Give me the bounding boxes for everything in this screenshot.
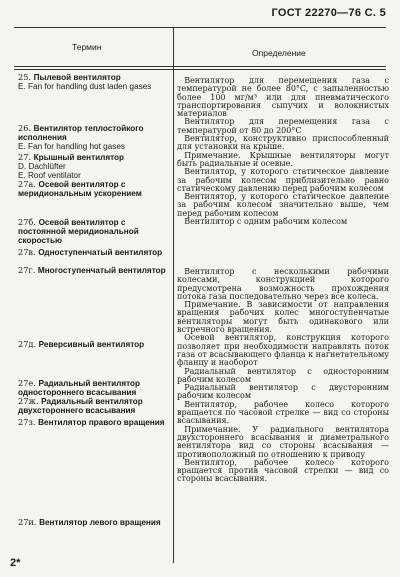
definition-text: Вентилятор, у которого статическое давление за рабочим колесом значительно выше, чем перед рабочим колесом [177,192,389,218]
definition-text: Вентилятор, рабочее колесо которого вращается по часовой стрелке — вид со стороны всасывания. [177,399,389,426]
term-ru: Вентилятор левого вращения [39,518,161,527]
term-ru: Многоступенчатый вентилятор [37,266,166,275]
definition-25 [177,77,389,226]
term-ru: Осевой вентилятор с постоянной меридиональной скоростью [18,218,139,245]
column-divider [173,27,174,563]
term-27e [18,379,170,397]
definition-text: Вентилятор, рабочее колесо которого вращается против часовой стрелки — вид со стороны всасывания. [177,457,389,484]
table-top-rule [14,27,386,28]
term-en: E. Fan for handling dust laden gases [18,82,152,91]
column-header-definition: Определение [252,48,306,58]
definition-27g [177,268,389,484]
definition-text: Осевой вентилятор, конструкция которого позволяет при необходимости направлять поток газа от всасывающего фланца к нагнетательному фланцу и наоборот [177,333,389,368]
term-ru: Реверсивный вентилятор [38,340,145,349]
term-ru: Одноступенчатый вентилятор [38,248,163,257]
term-ru: Радиальный вентилятор двухстороннего всасывания [18,397,143,415]
term-number: 27д. [18,339,37,349]
page-header: ГОСТ 22270—76 С. 5 [271,7,386,19]
definition-text: Вентилятор с несколькими рабочими колесами, конструкцией которого предусмотрена возможность прохождения потока газа последовательно через все колеса. [177,267,389,301]
term-27g [18,266,170,275]
term-27zh [18,397,170,415]
term-number: 27ж. [18,396,39,406]
term-number: 27а. [18,179,36,189]
term-ru: Осевой вентилятор с меридиональным ускорением [18,180,142,198]
term-27i [18,518,170,527]
definition-note: Примечание. У радиального вентилятора двухстороннего всасывания и диаметрального вентилятора вид со стороны всасывания — противоположный по отношению к приводу [177,424,389,459]
term-27z [18,418,170,427]
page-number: 2* [10,557,21,569]
term-en: E. Fan for handling hot gases [18,142,125,151]
definition-note: Примечание. В зависимости от направления вращения рабочих колес многоступенчатые вентиляторы могут быть одинакового или встречного вращения. [177,300,389,335]
definition-text: Вентилятор с одним рабочим колесом [184,217,348,227]
term-27b [18,218,170,245]
term-ru: Крышный вентилятор [33,153,125,162]
table-head-rule [14,66,386,67]
term-number: 27в. [18,247,36,257]
definition-text: Вентилятор, конструктивно приспособленный для установки на крыше. [177,134,389,152]
term-number: 27. [18,152,32,162]
term-25 [18,73,170,91]
term-number: 27е. [18,378,36,388]
definition-text: Радиальный вентилятор с односторонним рабочим колесом [177,366,389,384]
term-number: 25. [18,72,32,82]
term-ru: Вентилятор теплостойкого исполнения [18,124,144,142]
term-en: E. Roof ventilator [18,171,81,180]
term-ru: Вентилятор правого вращения [38,418,165,427]
term-number: 27б. [18,217,36,227]
term-27a [18,180,170,198]
column-header-term: Термин [72,42,102,52]
definition-text: Вентилятор для перемещения газа с температурой не более 80°C, с запыленностью более 100 мг/м³ или для пневматического транспортирования сыпучих и волокнистых материалов [177,76,389,119]
term-26 [18,124,170,151]
term-number: 27и. [18,517,37,527]
term-number: 27з. [18,417,36,427]
definition-text: Вентилятор для перемещения газа с температурой от 80 до 200°C [177,117,389,135]
term-27d [18,340,170,349]
term-de: D. Dachlüfter [18,162,66,171]
term-ru: Пылевой вентилятор [33,73,121,82]
term-number: 26. [18,123,32,133]
term-number: 27г. [18,265,36,275]
definition-text: Радиальный вентилятор с двусторонним рабочим колесом [177,383,389,401]
term-27v [18,248,170,257]
definition-text: Вентилятор, у которого статическое давление за рабочим колесом приблизительно равно статическому давлению перед рабочим колесом [177,167,389,193]
definition-note: Примечание. Крышные вентиляторы могут быть радиальные и осевые. [177,150,389,168]
term-ru: Радиальный вентилятор одностороннего всасывания [18,379,141,397]
table-head-rule-2 [14,69,386,70]
term-27 [18,153,170,180]
